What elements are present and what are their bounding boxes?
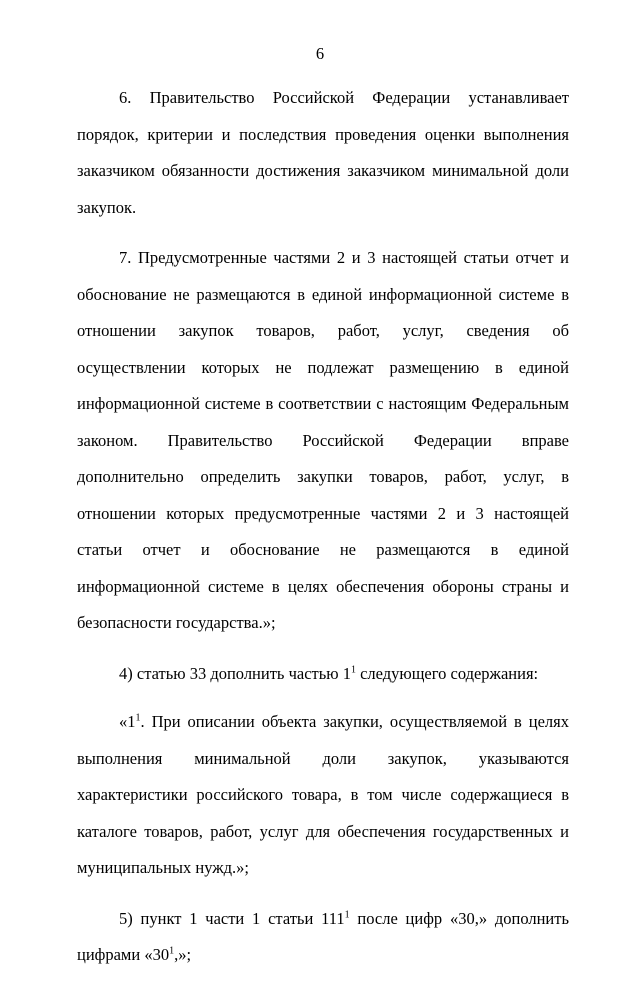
paragraph-quote-1-1 — [77, 704, 569, 887]
paragraph-item-4-text-end: следующего содержания: — [355, 663, 539, 683]
superscript: 1 — [135, 712, 141, 724]
document-body — [77, 80, 569, 988]
page-number: 6 — [315, 44, 325, 63]
paragraph-7: 7. Предусмотренные частями 2 и 3 настоящей статьи отчет и обоснование не размещаются в единой информационной системе в отношении закупок товаров, работ, услуг, сведения об осуществлении которых не подлежат размещению в единой информационной системе в соответствии с настоящим Федеральным законом. Правительство Российской Федерации вправе дополнительно определить закупки товаров, работ, услуг, в отношении которых предусмотренные частями 2 и 3 настоящей статьи отчет и обоснование не размещаются в единой информационной системе в целях обеспечения обороны страны и безопасности государства.»; — [77, 248, 569, 632]
paragraph-6: 6. Правительство Российской Федерации устанавливает порядок, критерии и последствия проведения оценки выполнения заказчиком обязанности достижения заказчиком минимальной доли закупок. — [77, 88, 569, 217]
paragraph-item-5-text-end: ,»; — [174, 945, 192, 964]
paragraph-item-5 — [77, 901, 569, 974]
quote-text-start: «1 — [119, 712, 136, 731]
superscript: 1 — [169, 945, 175, 957]
paragraph-item-5-text-middle: после цифр «30,» дополнить цифрами «30 — [77, 908, 569, 964]
paragraph-item-4-text: 4) статью 33 дополнить частью 1 — [119, 663, 351, 683]
superscript: 1 — [344, 909, 350, 920]
paragraph-item-4 — [77, 656, 569, 693]
quote-text-end: . При описании объекта закупки, осуществляемой в целях выполнения минимальной доли закупок, указываются характеристики российского товара, в том числе содержащиеся в каталоге товаров, работ, услуг для обеспечения государственных и муниципальных нужд.»; — [77, 712, 569, 877]
superscript: 1 — [350, 664, 356, 675]
paragraph-item-5-text: 5) пункт 1 части 1 статьи 111 — [119, 908, 345, 928]
